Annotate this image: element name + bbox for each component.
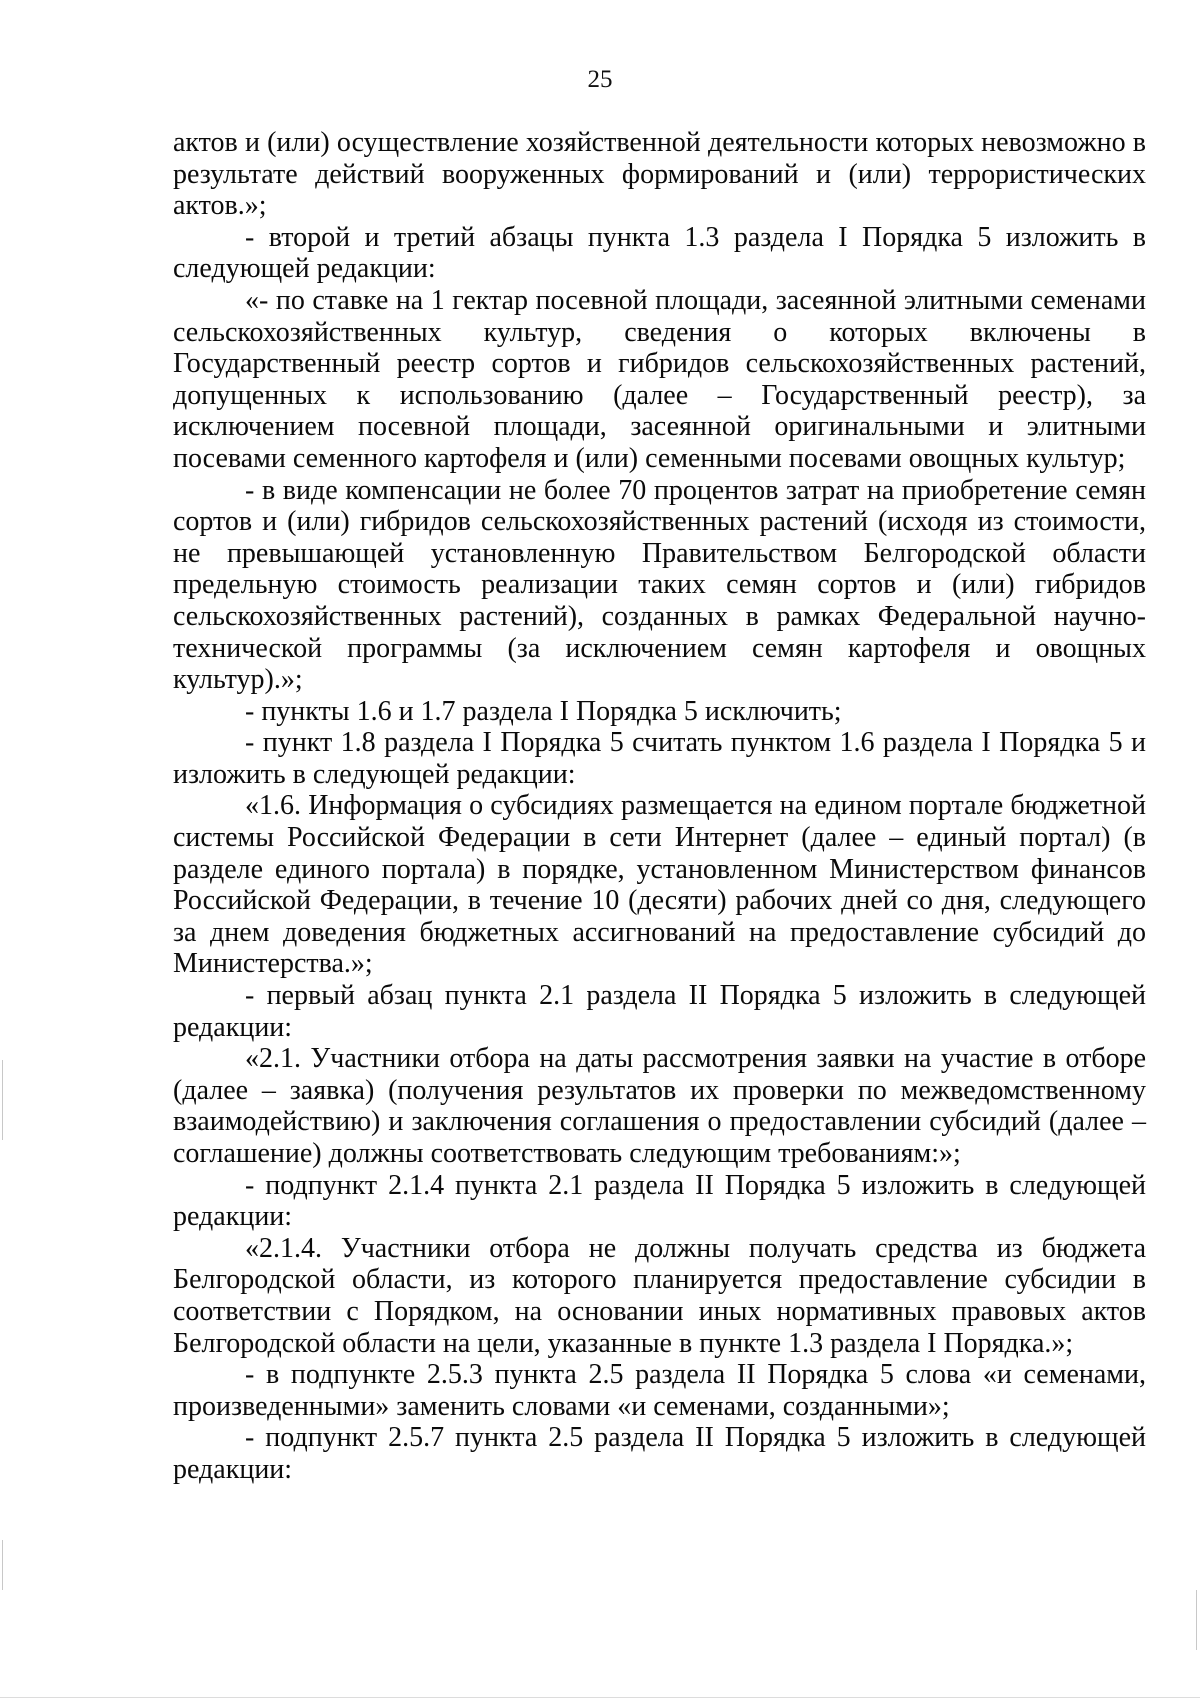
- paragraph: - первый абзац пункта 2.1 раздела II Порядка 5 изложить в следующей редакции:: [173, 980, 1146, 1043]
- scan-edge-right: [1196, 1590, 1197, 1650]
- paragraph: - в подпункте 2.5.3 пункта 2.5 раздела II Порядка 5 слова «и семенами, произведенными» заменить словами «и семенами, созданными»;: [173, 1359, 1146, 1422]
- scan-edge-left: [2, 1060, 3, 1140]
- scan-edge-left-lower: [2, 1540, 3, 1590]
- paragraph: «2.1.4. Участники отбора не должны получать средства из бюджета Белгородской области, из которого планируется предоставление субсидии в соответствии с Порядком, на основании иных нормативных правовых актов Белгородской области на цели, указанные в пункте 1.3 раздела I Порядка.»;: [173, 1232, 1146, 1359]
- paragraph: - подпункт 2.1.4 пункта 2.1 раздела II Порядка 5 изложить в следующей редакции:: [173, 1169, 1146, 1233]
- document-body: [173, 127, 1146, 1486]
- paragraph: актов и (или) осуществление хозяйственной деятельности которых невозможно в результате действий вооруженных формирований и (или) террористических актов.»;: [173, 127, 1146, 222]
- paragraph: - пункты 1.6 и 1.7 раздела I Порядка 5 исключить;: [245, 695, 842, 727]
- paragraph: «- по ставке на 1 гектар посевной площади, засеянной элитными семенами сельскохозяйственных культур, сведения о которых включены в Государственный реестр сортов и гибридов сельскохозяйственных растений, допущенных к использованию (далее – Государственный реестр), за исключением посевной площади, засеянной оригинальными и элитными посевами семенного картофеля и (или) семенными посевами овощных культур;: [173, 284, 1146, 474]
- page-number: 25: [587, 66, 613, 93]
- paragraph: - подпункт 2.5.7 пункта 2.5 раздела II Порядка 5 изложить в следующей редакции:: [173, 1422, 1146, 1485]
- paragraph: - в виде компенсации не более 70 процентов затрат на приобретение семян сортов и (или) гибридов сельскохозяйственных растений (исходя из стоимости, не превышающей установленную Правительством Белгородской области предельную стоимость реализации таких семян сортов и (или) гибридов сельскохозяйственных растений), созданных в рамках Федеральной научно-технической программы (за исключением семян картофеля и овощных культур).»;: [173, 474, 1146, 696]
- scan-edge-bottom: [0, 1697, 1200, 1698]
- paragraph: - пункт 1.8 раздела I Порядка 5 считать пунктом 1.6 раздела I Порядка 5 и изложить в следующей редакции:: [173, 727, 1146, 790]
- paragraph: «2.1. Участники отбора на даты рассмотрения заявки на участие в отборе (далее – заявка) (получения результатов их проверки по межведомственному взаимодействию) и заключения соглашения о предоставлении субсидий (далее – соглашение) должны соответствовать следующим требованиям:»;: [173, 1043, 1146, 1169]
- paragraph: - второй и третий абзацы пункта 1.3 раздела I Порядка 5 изложить в следующей редакции:: [173, 221, 1146, 285]
- paragraph: «1.6. Информация о субсидиях размещается на едином портале бюджетной системы Российской Федерации в сети Интернет (далее – единый портал) (в разделе единого портала) в порядке, установленном Министерством финансов Российской Федерации, в течение 10 (десяти) рабочих дней со дня, следующего за днем доведения бюджетных ассигнований на предоставление субсидий до Министерства.»;: [173, 790, 1146, 980]
